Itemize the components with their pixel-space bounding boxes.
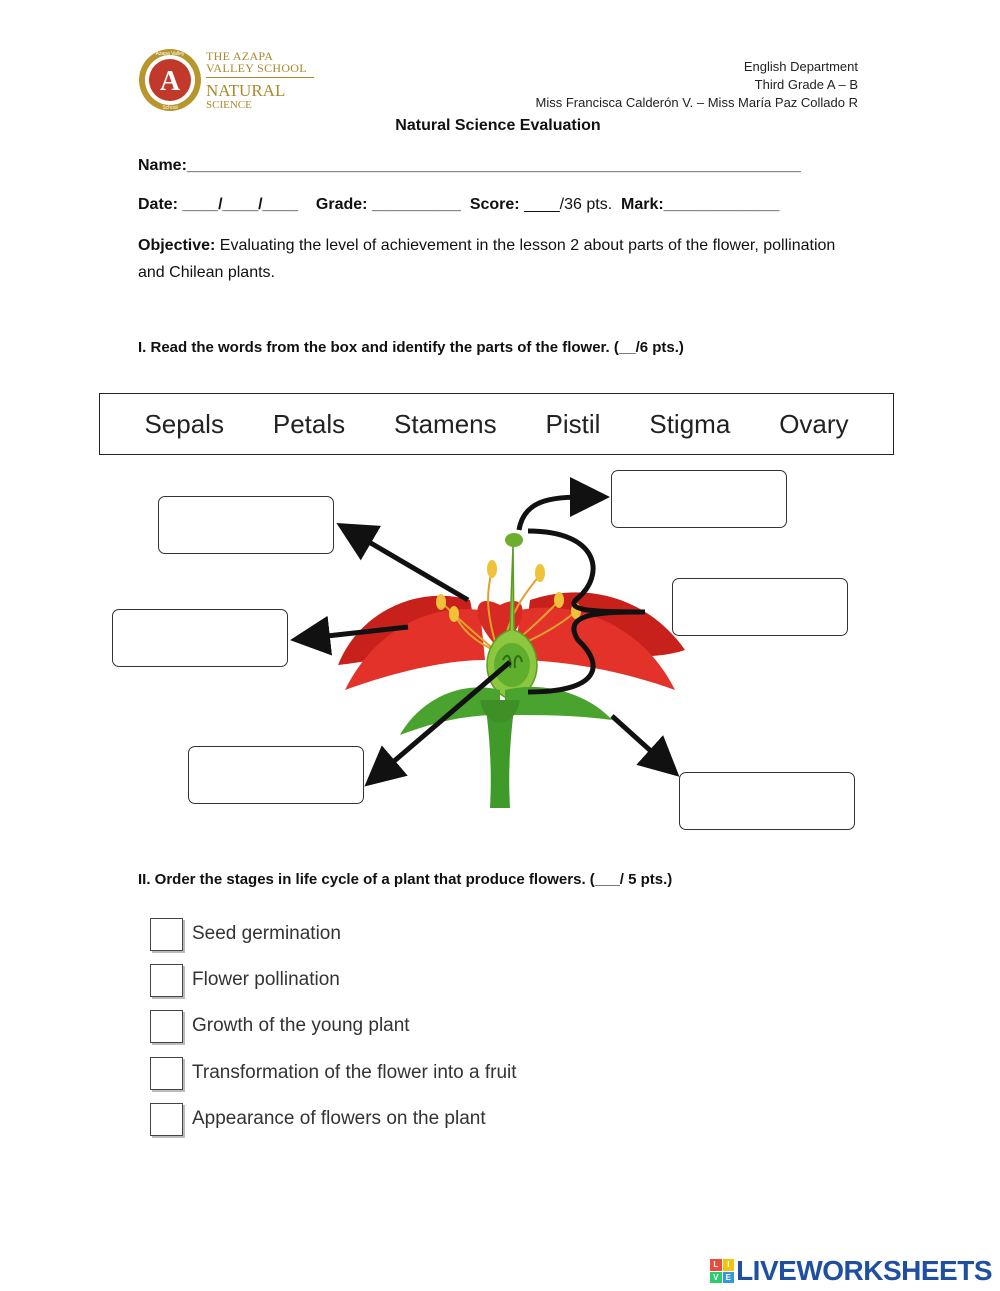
grade-info: Third Grade A – B	[754, 77, 858, 92]
school-name-line1: THE AZAPA	[206, 49, 274, 63]
stage-order-box[interactable]	[150, 964, 183, 997]
word-bank	[99, 393, 894, 455]
school-subject-line1: NATURAL	[206, 81, 286, 100]
brand-icon-letter: E	[723, 1272, 735, 1284]
score-label: Score:	[469, 196, 520, 213]
stage-label: Transformation of the flower into a fruit	[192, 1062, 517, 1083]
arrow-stigma	[519, 497, 600, 530]
word-bank-item: Ovary	[779, 408, 849, 439]
date-field[interactable]: ____/____/____	[182, 196, 299, 213]
stage-order-box[interactable]	[150, 1103, 183, 1136]
stage-label: Appearance of flowers on the plant	[192, 1108, 486, 1129]
school-name-line2: VALLEY SCHOOL	[206, 61, 307, 75]
objective	[138, 232, 858, 286]
arrow-top-left	[345, 528, 468, 600]
stage-item	[150, 962, 340, 998]
liveworksheets-brand[interactable]	[710, 1255, 992, 1287]
arrow-bottom-right	[612, 716, 672, 770]
info-line	[138, 196, 779, 214]
stage-label: Flower pollination	[192, 969, 340, 990]
sepal-center	[480, 700, 520, 723]
seal-letter: A	[159, 66, 181, 97]
department: English Department	[743, 59, 858, 74]
ovary	[494, 643, 530, 687]
seal-ring-bottom: School	[162, 105, 178, 111]
objective-label: Objective:	[138, 237, 216, 254]
word-bank-item: Petals	[272, 408, 346, 439]
answer-box-1[interactable]	[158, 496, 334, 554]
grade-field[interactable]: __________	[371, 196, 461, 213]
teachers: Miss Francisca Calderón V. – Miss María Paz Collado R	[535, 95, 858, 110]
stage-item	[150, 1008, 410, 1044]
name-field[interactable]: _____________________________________________________________________	[186, 157, 801, 174]
section1-title: I. Read the words from the box and identify the parts of the flower. (__/6 pts.)	[138, 339, 684, 356]
grade-label: Grade:	[315, 196, 368, 213]
answer-box-2[interactable]	[611, 470, 787, 528]
brand-icon-letter: V	[710, 1272, 722, 1284]
answer-box-6[interactable]	[679, 772, 855, 830]
brand-icon-letter: I	[723, 1259, 735, 1271]
stigma	[505, 533, 523, 547]
school-logo	[138, 48, 202, 112]
stage-label: Growth of the young plant	[192, 1015, 410, 1036]
date-label: Date:	[138, 196, 179, 213]
name-label: Name:	[138, 157, 187, 174]
name-line	[138, 157, 801, 175]
school-name	[206, 50, 326, 111]
stage-order-box[interactable]	[150, 1057, 183, 1090]
school-rule	[206, 77, 314, 78]
stage-order-box[interactable]	[150, 918, 183, 951]
mark-field[interactable]: _____________	[663, 196, 780, 213]
word-bank-item: Sepals	[144, 408, 224, 439]
objective-text: Evaluating the level of achievement in the lesson 2 about parts of the flower, pollination and Chilean plants.	[138, 237, 836, 281]
stage-label: Seed germination	[192, 923, 341, 944]
stage-item	[150, 1101, 486, 1137]
answer-box-4[interactable]	[112, 609, 288, 667]
mark-label: Mark:	[621, 196, 664, 213]
word-bank-item: Stamens	[394, 408, 497, 439]
word-bank-item: Pistil	[545, 408, 601, 439]
brand-icon-letter: L	[710, 1259, 722, 1271]
seal-ring-top: Azapa Valley	[155, 51, 185, 57]
answer-box-3[interactable]	[672, 578, 848, 636]
brand-name: LIVEWORKSHEETS	[736, 1255, 992, 1286]
page-title: Natural Science Evaluation	[395, 117, 601, 134]
school-subject-line2: SCIENCE	[206, 99, 252, 111]
section2-title: II. Order the stages in life cycle of a plant that produce flowers. (___/ 5 pts.)	[138, 871, 673, 888]
stage-order-box[interactable]	[150, 1010, 183, 1043]
answer-box-5[interactable]	[188, 746, 364, 804]
stage-item	[150, 916, 341, 952]
stage-item	[150, 1055, 517, 1091]
word-bank-item: Stigma	[649, 408, 731, 439]
brand-icon	[710, 1259, 734, 1283]
score-field[interactable]: ____/36 pts.	[524, 196, 613, 213]
department-info	[536, 58, 858, 112]
